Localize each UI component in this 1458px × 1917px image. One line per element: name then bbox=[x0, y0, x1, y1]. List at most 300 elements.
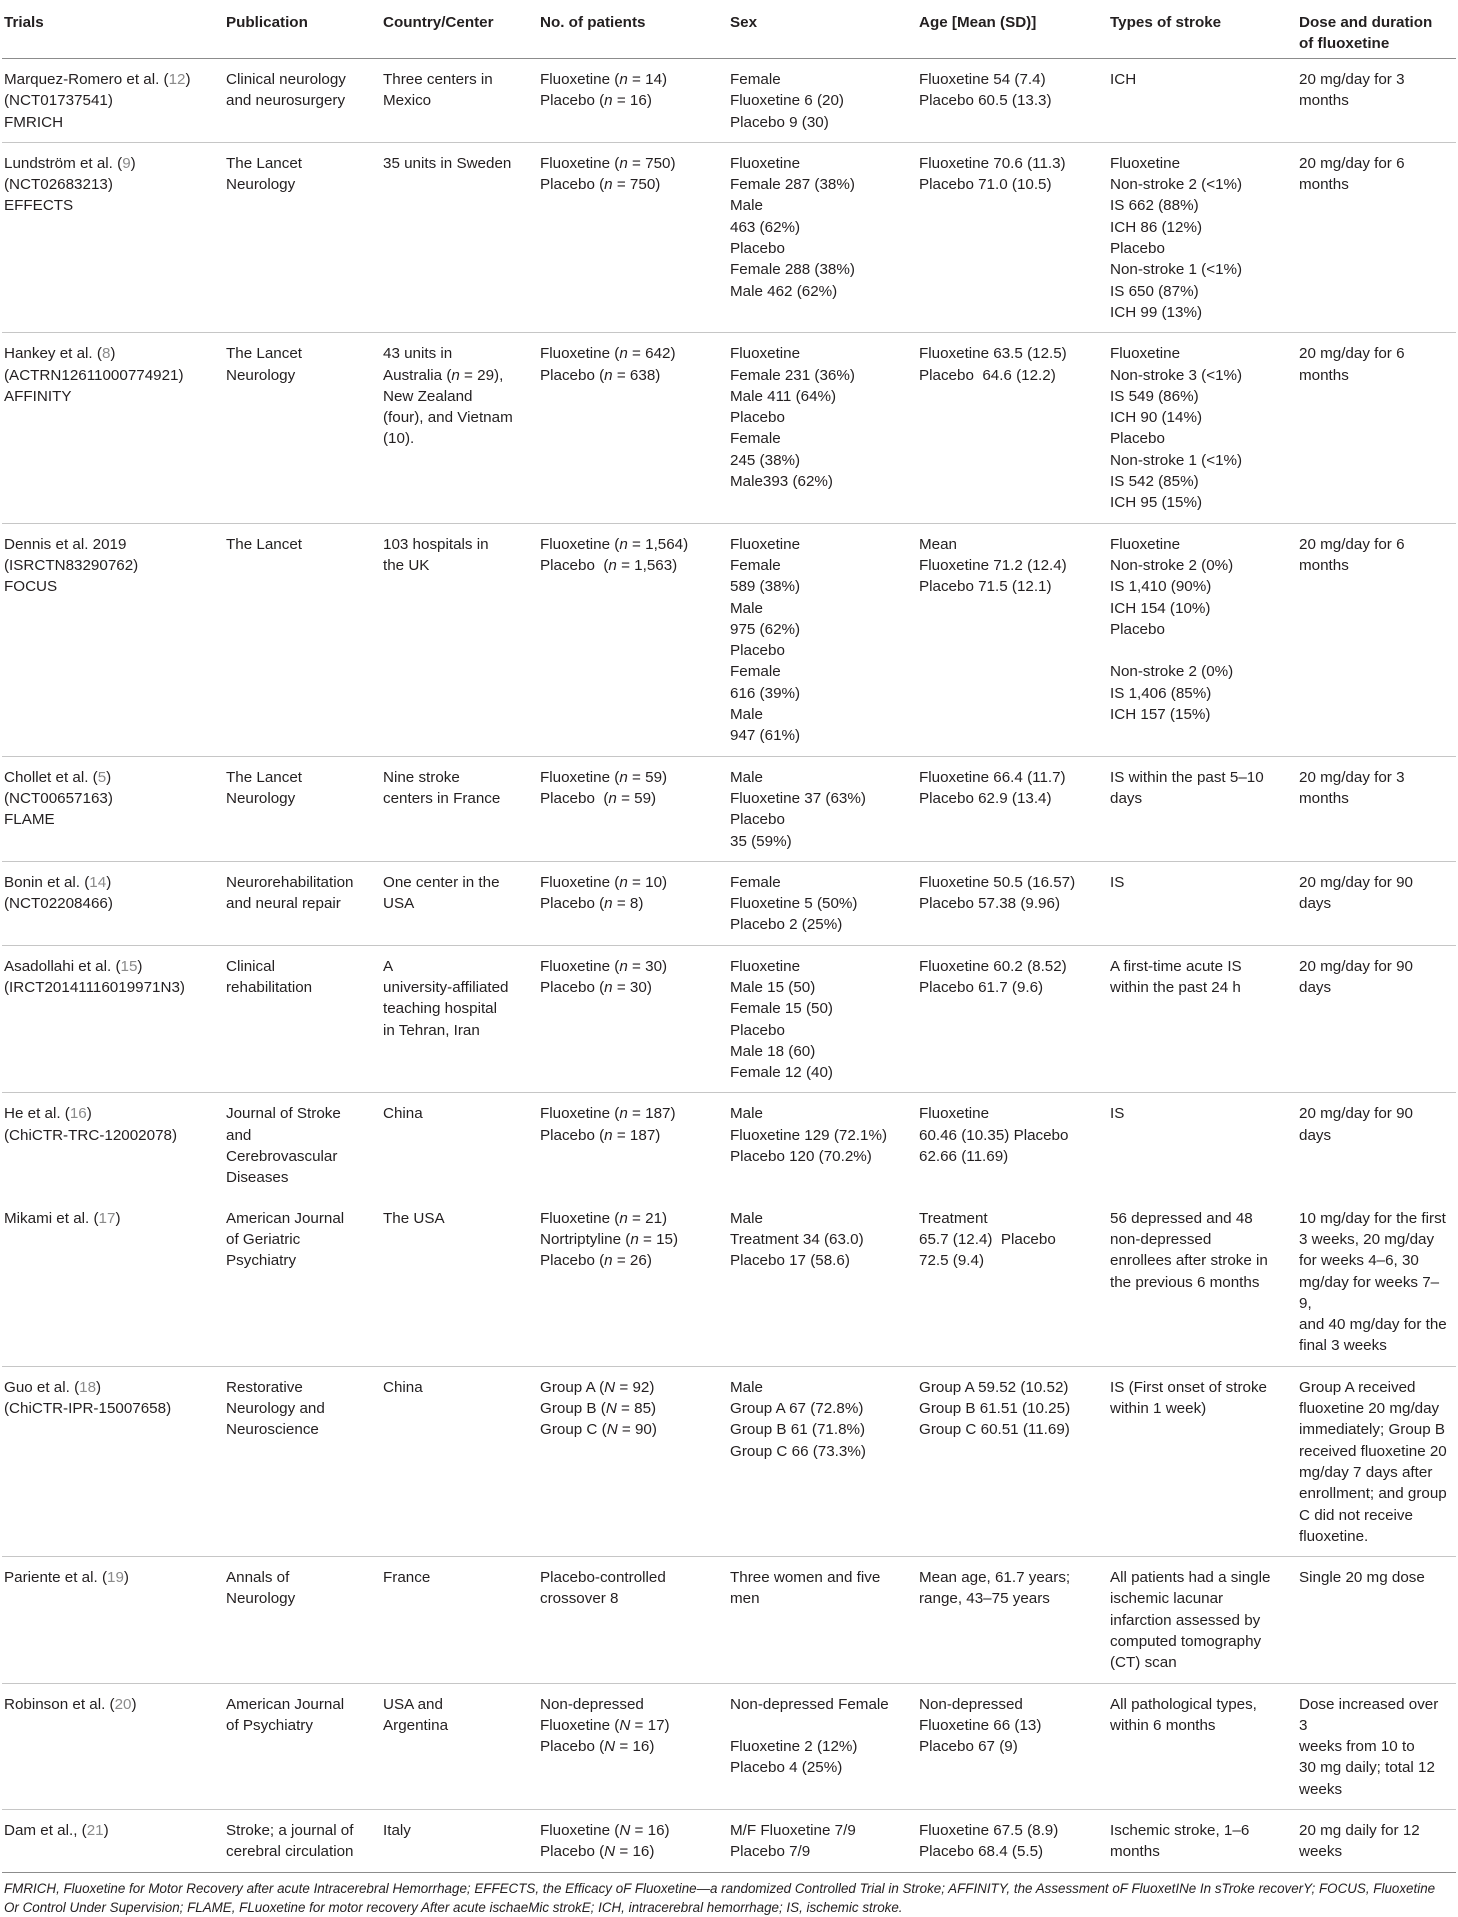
table-row bbox=[2, 756, 1456, 861]
cell-line: Placebo 62.9 (13.4) bbox=[919, 789, 1052, 807]
table-row bbox=[2, 1683, 1456, 1809]
cell-line: (NCT02683213) bbox=[4, 176, 113, 194]
cell-sex bbox=[728, 861, 917, 945]
cell-patients bbox=[538, 1093, 728, 1198]
cell-line: 62.66 (11.69) bbox=[919, 1148, 1009, 1166]
cell-age bbox=[917, 142, 1108, 332]
cell-line: Female bbox=[730, 663, 781, 681]
cell-line: months bbox=[1299, 366, 1349, 384]
cell-line: Asadollahi et al. (15) bbox=[4, 957, 143, 975]
cell-line: USA bbox=[383, 895, 415, 913]
cell-line: Fluoxetine 66.4 (11.7) bbox=[919, 768, 1066, 786]
cell-line: Fluoxetine 50.5 (16.57) bbox=[919, 873, 1076, 891]
cell-line: American Journal bbox=[226, 1695, 345, 1713]
cell-line: Treatment bbox=[919, 1209, 988, 1227]
table-row bbox=[2, 1366, 1456, 1556]
cell-line: weeks from 10 to bbox=[1299, 1738, 1415, 1756]
cell-stroke-types bbox=[1108, 861, 1297, 945]
cell-line: 463 (62%) bbox=[730, 218, 801, 236]
cell-line: Clinical bbox=[226, 957, 275, 975]
cell-line: 20 mg/day for 90 days bbox=[1299, 957, 1418, 996]
cell-publication bbox=[224, 756, 381, 861]
cell-line: USA and bbox=[383, 1695, 443, 1713]
cell-line: Group A (N = 92) bbox=[540, 1378, 655, 1396]
cell-line: IS 662 (88%) bbox=[1110, 197, 1199, 215]
cell-line: Placebo 61.7 (9.6) bbox=[919, 978, 1044, 996]
cell-line: Placebo (n = 638) bbox=[540, 366, 661, 384]
table-row bbox=[2, 1093, 1456, 1198]
cell-line: Fluoxetine (N = 16) bbox=[540, 1822, 670, 1840]
cell-patients bbox=[538, 333, 728, 523]
cell-line bbox=[730, 1715, 909, 1736]
cell-trial bbox=[2, 1366, 224, 1556]
cell-country bbox=[381, 1093, 538, 1198]
cell-patients bbox=[538, 1198, 728, 1367]
cell-line: Placebo bbox=[730, 811, 785, 829]
cell-country bbox=[381, 1810, 538, 1873]
cell-line: fluoxetine 20 mg/day bbox=[1299, 1400, 1440, 1418]
cell-line: Fluoxetine 66 (13) bbox=[919, 1716, 1042, 1734]
cell-line: and neurosurgery bbox=[226, 92, 346, 110]
cell-line: Female bbox=[730, 556, 781, 574]
cell-line: computed tomography bbox=[1110, 1633, 1262, 1650]
cell-line: within 6 months bbox=[1110, 1716, 1216, 1734]
cell-line: Fluoxetine (n = 750) bbox=[540, 154, 676, 172]
cell-line: 20 mg/day for 6 bbox=[1299, 535, 1405, 553]
cell-publication bbox=[224, 1683, 381, 1809]
cell-sex bbox=[728, 1198, 917, 1367]
cell-line: Placebo (N = 16) bbox=[540, 1738, 655, 1756]
cell-patients bbox=[538, 523, 728, 756]
cell-line: Ischemic stroke, 1–6 bbox=[1110, 1822, 1250, 1840]
cell-line: Placebo bbox=[1110, 430, 1165, 448]
cell-line: IS 549 (86%) bbox=[1110, 387, 1199, 405]
cell-sex bbox=[728, 333, 917, 523]
cell-country bbox=[381, 1366, 538, 1556]
cell-publication bbox=[224, 59, 381, 143]
cell-sex bbox=[728, 59, 917, 143]
cell-stroke-types bbox=[1108, 1557, 1297, 1683]
cell-line: Neurology bbox=[226, 789, 296, 807]
cell-line: Male bbox=[730, 1209, 763, 1227]
cell-line: 616 (39%) bbox=[730, 684, 801, 702]
cell-trial bbox=[2, 523, 224, 756]
cell-line: 43 units in bbox=[383, 345, 453, 363]
cell-line: IS (First onset of stroke bbox=[1110, 1378, 1267, 1396]
cell-line: 60.46 (10.35) Placebo bbox=[919, 1126, 1069, 1144]
cell-line: France bbox=[383, 1569, 431, 1587]
cell-line: Placebo 120 (70.2%) bbox=[730, 1148, 872, 1166]
table-row bbox=[2, 59, 1456, 143]
cell-trial bbox=[2, 333, 224, 523]
cell-stroke-types bbox=[1108, 1093, 1297, 1198]
cell-line: range, 43–75 years bbox=[919, 1590, 1050, 1608]
cell-line: Placebo bbox=[730, 240, 785, 258]
cell-trial bbox=[2, 59, 224, 143]
cell-line: Fluoxetine bbox=[730, 957, 801, 975]
cell-age bbox=[917, 1366, 1108, 1556]
cell-publication bbox=[224, 1366, 381, 1556]
cell-line: IS bbox=[1110, 873, 1125, 891]
cell-line: Cerebrovascular bbox=[226, 1148, 338, 1166]
cell-line: Group A 67 (72.8%) bbox=[730, 1400, 864, 1418]
cell-line: Placebo 67 (9) bbox=[919, 1738, 1018, 1756]
cell-line: ICH 90 (14%) bbox=[1110, 409, 1203, 427]
cell-line: and bbox=[226, 1126, 252, 1144]
cell-publication bbox=[224, 523, 381, 756]
cell-line: 72.5 (9.4) bbox=[919, 1252, 985, 1270]
cell-line: Placebo bbox=[730, 1021, 785, 1039]
cell-line: Group C 66 (73.3%) bbox=[730, 1442, 866, 1460]
cell-line: Fluoxetine (n = 21) bbox=[540, 1209, 668, 1227]
header-dose: Dose and duration of fluoxetine bbox=[1297, 0, 1456, 59]
cell-country bbox=[381, 1198, 538, 1367]
cell-line: Placebo 57.38 (9.96) bbox=[919, 895, 1061, 913]
trials-table bbox=[2, 0, 1456, 1873]
cell-line: He et al. (16) bbox=[4, 1105, 92, 1123]
cell-line: Placebo (n = 8) bbox=[540, 895, 644, 913]
cell-dose bbox=[1297, 756, 1456, 861]
cell-line: Hankey et al. (8) bbox=[4, 345, 116, 363]
table-row bbox=[2, 142, 1456, 332]
cell-stroke-types bbox=[1108, 1683, 1297, 1809]
cell-line: Non-stroke 2 (0%) bbox=[1110, 556, 1234, 574]
cell-line: non-depressed bbox=[1110, 1230, 1212, 1248]
cell-line: EFFECTS bbox=[4, 197, 74, 215]
cell-line: Bonin et al. (14) bbox=[4, 873, 112, 891]
cell-line: Argentina bbox=[383, 1716, 449, 1734]
cell-dose bbox=[1297, 1557, 1456, 1683]
cell-line: Nortriptyline (n = 15) bbox=[540, 1230, 679, 1248]
cell-line: The USA bbox=[383, 1209, 445, 1227]
cell-age bbox=[917, 1810, 1108, 1873]
cell-line: Fluoxetine 60.2 (8.52) bbox=[919, 957, 1067, 975]
cell-line: C did not receive bbox=[1299, 1506, 1413, 1524]
cell-line: Neurology bbox=[226, 176, 296, 194]
cell-line: Journal of Stroke bbox=[226, 1105, 341, 1123]
cell-stroke-types bbox=[1108, 1366, 1297, 1556]
cell-trial bbox=[2, 945, 224, 1093]
cell-sex bbox=[728, 945, 917, 1093]
cell-line: Female 231 (36%) bbox=[730, 366, 855, 384]
cell-line: months bbox=[1299, 176, 1349, 194]
cell-line: and 40 mg/day for the bbox=[1299, 1316, 1447, 1334]
cell-line: New Zealand bbox=[383, 387, 473, 405]
cell-line: Male bbox=[730, 197, 763, 215]
cell-line: A first-time acute IS bbox=[1110, 957, 1242, 975]
cell-stroke-types bbox=[1108, 1810, 1297, 1873]
cell-line: within 1 week) bbox=[1110, 1400, 1207, 1418]
cell-patients bbox=[538, 756, 728, 861]
cell-line: Lundström et al. (9) bbox=[4, 154, 136, 172]
cell-line: Placebo 68.4 (5.5) bbox=[919, 1843, 1044, 1861]
cell-line: Fluoxetine 2 (12%) bbox=[730, 1738, 858, 1756]
cell-line: rehabilitation bbox=[226, 978, 313, 996]
cell-line: Annals of bbox=[226, 1569, 290, 1587]
cell-line: Group C 60.51 (11.69) bbox=[919, 1421, 1070, 1439]
cell-line: Fluoxetine bbox=[730, 345, 801, 363]
cell-line: Female bbox=[730, 430, 781, 448]
cell-line: AFFINITY bbox=[4, 387, 72, 405]
table-footnote: FMRICH, Fluoxetine for Motor Recovery after acute Intracerebral Hemorrhage; EFFECTS, the Efficacy oF Fluoxetine—a randomized Controlled Trial in Stroke; AFFINITY, the Assessment oF FluoxetINe In sTroke recoverY; FOCUS, Fluoxetine Or Control Under Supervision; FLAME, FLuoxetine for motor recovery After acute ischaeMic strokE; ICH, intracerebral hemorrhage; IS, ischemic stroke. bbox=[4, 1880, 1436, 1915]
cell-line: for weeks 4–6, 30 bbox=[1299, 1252, 1419, 1270]
cell-line: Fluoxetine (n = 30) bbox=[540, 957, 668, 975]
cell-line: the UK bbox=[383, 556, 430, 574]
cell-age bbox=[917, 945, 1108, 1093]
cell-line: 20 mg/day for 3 bbox=[1299, 768, 1405, 786]
cell-line: Neuroscience bbox=[226, 1421, 319, 1439]
cell-line: Placebo (n = 26) bbox=[540, 1252, 652, 1270]
cell-stroke-types bbox=[1108, 142, 1297, 332]
cell-patients bbox=[538, 945, 728, 1093]
cell-stroke-types bbox=[1108, 1198, 1297, 1367]
cell-line: Diseases bbox=[226, 1169, 289, 1187]
cell-line: Restorative bbox=[226, 1378, 303, 1396]
cell-line: Placebo-controlled bbox=[540, 1569, 666, 1587]
cell-line: within the past 24 h bbox=[1110, 978, 1241, 996]
cell-line: Fluoxetine bbox=[1110, 345, 1181, 363]
cell-line: ICH 157 (15%) bbox=[1110, 706, 1211, 724]
cell-line: Group C (N = 90) bbox=[540, 1421, 657, 1439]
cell-line: Fluoxetine (n = 1,564) bbox=[540, 535, 689, 553]
cell-line: Pariente et al. (19) bbox=[4, 1569, 129, 1587]
cell-dose bbox=[1297, 142, 1456, 332]
cell-line: crossover 8 bbox=[540, 1590, 619, 1608]
cell-line: Fluoxetine (n = 642) bbox=[540, 345, 676, 363]
cell-line: Non-stroke 2 (0%) bbox=[1110, 663, 1234, 681]
cell-line: Placebo 2 (25%) bbox=[730, 916, 843, 934]
cell-line: Placebo bbox=[730, 642, 785, 660]
cell-line: Fluoxetine 129 (72.1%) bbox=[730, 1126, 888, 1144]
cell-line: 56 depressed and 48 bbox=[1110, 1209, 1253, 1227]
cell-line: ICH bbox=[1110, 71, 1137, 88]
cell-line: 589 (38%) bbox=[730, 578, 801, 596]
cell-line: Female bbox=[730, 71, 781, 88]
cell-line: Placebo bbox=[730, 409, 785, 427]
header-age: Age [Mean (SD)] bbox=[917, 0, 1108, 59]
cell-age bbox=[917, 333, 1108, 523]
cell-line: Neurology bbox=[226, 366, 296, 384]
cell-dose bbox=[1297, 333, 1456, 523]
cell-line: Fluoxetine bbox=[730, 154, 801, 172]
cell-line: fluoxetine. bbox=[1299, 1527, 1369, 1545]
cell-line: Dose increased over 3 bbox=[1299, 1695, 1443, 1734]
cell-line: months bbox=[1299, 92, 1349, 110]
cell-line: Italy bbox=[383, 1822, 411, 1840]
cell-line: Placebo 60.5 (13.3) bbox=[919, 92, 1052, 110]
cell-patients bbox=[538, 1810, 728, 1873]
cell-line: Male 411 (64%) bbox=[730, 387, 837, 405]
cell-line: 103 hospitals in bbox=[383, 535, 489, 553]
cell-trial bbox=[2, 1557, 224, 1683]
cell-country bbox=[381, 1557, 538, 1683]
cell-trial bbox=[2, 1810, 224, 1873]
cell-line: months bbox=[1299, 789, 1349, 807]
cell-line: Group A received bbox=[1299, 1378, 1416, 1396]
cell-line: received fluoxetine 20 bbox=[1299, 1442, 1447, 1460]
cell-line: Neurorehabilitation bbox=[226, 873, 354, 891]
table-row bbox=[2, 1557, 1456, 1683]
cell-line: Male bbox=[730, 1378, 763, 1396]
cell-line: (CT) scan bbox=[1110, 1654, 1177, 1672]
cell-patients bbox=[538, 1366, 728, 1556]
cell-line: Fluoxetine (n = 10) bbox=[540, 873, 668, 891]
table-row bbox=[2, 945, 1456, 1093]
cell-patients bbox=[538, 1683, 728, 1809]
cell-line: Guo et al. (18) bbox=[4, 1378, 102, 1396]
cell-line: Fluoxetine 63.5 (12.5) bbox=[919, 345, 1067, 363]
cell-dose bbox=[1297, 1093, 1456, 1198]
cell-country bbox=[381, 756, 538, 861]
cell-line: Australia (n = 29), bbox=[383, 366, 504, 384]
cell-line: 20 mg daily for 12 bbox=[1299, 1822, 1420, 1840]
cell-dose bbox=[1297, 945, 1456, 1093]
cell-line: Fluoxetine (n = 187) bbox=[540, 1105, 676, 1123]
cell-line: 20 mg/day for 6 bbox=[1299, 154, 1405, 172]
cell-country bbox=[381, 1683, 538, 1809]
cell-line: months bbox=[1299, 556, 1349, 574]
cell-sex bbox=[728, 1093, 917, 1198]
cell-line: 10 mg/day for the first bbox=[1299, 1209, 1446, 1227]
cell-line: Fluoxetine bbox=[919, 1105, 990, 1123]
cell-country bbox=[381, 945, 538, 1093]
cell-line: Placebo (n = 30) bbox=[540, 978, 652, 996]
cell-line: Female 287 (38%) bbox=[730, 176, 855, 194]
cell-line: Non-depressed bbox=[540, 1695, 644, 1713]
cell-line: 3 weeks, 20 mg/day bbox=[1299, 1230, 1435, 1248]
cell-sex bbox=[728, 1810, 917, 1873]
cell-line: Placebo 9 (30) bbox=[730, 113, 829, 131]
cell-line: IS 1,406 (85%) bbox=[1110, 684, 1212, 702]
cell-line: China bbox=[383, 1378, 423, 1396]
cell-line: IS 650 (87%) bbox=[1110, 282, 1199, 300]
cell-stroke-types bbox=[1108, 523, 1297, 756]
cell-line: A bbox=[383, 957, 394, 975]
cell-line: Female 288 (38%) bbox=[730, 261, 855, 279]
cell-line: ICH 154 (10%) bbox=[1110, 599, 1211, 617]
header-trials: Trials bbox=[2, 0, 224, 59]
cell-line: (ISRCTN83290762) bbox=[4, 556, 139, 574]
cell-line: Robinson et al. (20) bbox=[4, 1695, 137, 1713]
cell-line: infarction assessed by bbox=[1110, 1611, 1261, 1629]
cell-line: mg/day for weeks 7–9, bbox=[1299, 1273, 1440, 1312]
cell-line: 245 (38%) bbox=[730, 451, 801, 469]
cell-line: Marquez-Romero et al. (12) bbox=[4, 71, 191, 88]
cell-age bbox=[917, 861, 1108, 945]
cell-line: 947 (61%) bbox=[730, 727, 801, 745]
cell-publication bbox=[224, 861, 381, 945]
cell-line: Group B 61 (71.8%) bbox=[730, 1421, 866, 1439]
cell-age bbox=[917, 756, 1108, 861]
cell-line: months bbox=[1110, 1843, 1160, 1861]
cell-line: 975 (62%) bbox=[730, 620, 801, 638]
cell-line: cerebral circulation bbox=[226, 1843, 354, 1861]
cell-line: Fluoxetine 37 (63%) bbox=[730, 789, 866, 807]
cell-publication bbox=[224, 1198, 381, 1367]
cell-line: Female bbox=[730, 873, 781, 891]
cell-line: China bbox=[383, 1105, 423, 1123]
cell-line: Fluoxetine 70.6 (11.3) bbox=[919, 154, 1066, 172]
cell-country bbox=[381, 59, 538, 143]
cell-line: weeks bbox=[1299, 1843, 1343, 1861]
cell-line: Dam et al., (21) bbox=[4, 1822, 109, 1840]
cell-line: M/F Fluoxetine 7/9 bbox=[730, 1822, 856, 1840]
cell-line: Mikami et al. (17) bbox=[4, 1209, 121, 1227]
cell-country bbox=[381, 333, 538, 523]
cell-line: American Journal bbox=[226, 1209, 345, 1227]
cell-line: Male 15 (50) bbox=[730, 978, 816, 996]
cell-line: Placebo 64.6 (12.2) bbox=[919, 366, 1056, 384]
cell-line: Male 18 (60) bbox=[730, 1042, 816, 1060]
cell-age bbox=[917, 59, 1108, 143]
cell-line: Non-stroke 2 (<1%) bbox=[1110, 176, 1243, 194]
cell-line: 35 (59%) bbox=[730, 832, 792, 850]
cell-age bbox=[917, 1557, 1108, 1683]
cell-line: Clinical neurology bbox=[226, 71, 346, 88]
cell-line: final 3 weeks bbox=[1299, 1337, 1387, 1355]
cell-line: Male bbox=[730, 768, 763, 786]
cell-line: IS bbox=[1110, 1105, 1125, 1123]
cell-line: of Geriatric bbox=[226, 1230, 301, 1248]
cell-line: Placebo (n = 750) bbox=[540, 176, 661, 194]
cell-line: 30 mg daily; total 12 bbox=[1299, 1759, 1435, 1777]
cell-line: teaching hospital bbox=[383, 1000, 497, 1018]
cell-dose bbox=[1297, 523, 1456, 756]
cell-line: ICH 95 (15%) bbox=[1110, 494, 1203, 512]
cell-line: immediately; Group B bbox=[1299, 1421, 1446, 1439]
cell-dose bbox=[1297, 1810, 1456, 1873]
cell-line: (ACTRN12611000774921) bbox=[4, 366, 184, 384]
cell-dose bbox=[1297, 861, 1456, 945]
header-country: Country/Center bbox=[381, 0, 538, 59]
cell-line: Placebo 71.5 (12.1) bbox=[919, 578, 1052, 596]
cell-line: Psychiatry bbox=[226, 1252, 297, 1270]
cell-line: Male393 (62%) bbox=[730, 473, 833, 491]
cell-line: Non-depressed Female bbox=[730, 1695, 889, 1713]
cell-line: enrollment; and group bbox=[1299, 1485, 1447, 1503]
cell-publication bbox=[224, 333, 381, 523]
cell-line: (IRCT20141116019971N3) bbox=[4, 978, 185, 996]
cell-line: The Lancet bbox=[226, 768, 302, 786]
table-row bbox=[2, 523, 1456, 756]
cell-line: Mean age, 61.7 years; bbox=[919, 1569, 1071, 1587]
cell-age bbox=[917, 1198, 1108, 1367]
cell-line: Placebo 71.0 (10.5) bbox=[919, 176, 1052, 194]
cell-line: Fluoxetine bbox=[1110, 154, 1181, 172]
cell-publication bbox=[224, 1557, 381, 1683]
cell-line: mg/day 7 days after bbox=[1299, 1463, 1433, 1481]
cell-line: Nine stroke bbox=[383, 768, 460, 786]
cell-line: days bbox=[1110, 789, 1143, 807]
cell-line: Neurology and bbox=[226, 1400, 325, 1418]
cell-sex bbox=[728, 756, 917, 861]
cell-line: Male 462 (62%) bbox=[730, 282, 838, 300]
cell-line: Male bbox=[730, 599, 763, 617]
cell-line: Fluoxetine 54 (7.4) bbox=[919, 71, 1046, 88]
cell-trial bbox=[2, 1093, 224, 1198]
cell-line: Female 15 (50) bbox=[730, 1000, 833, 1018]
header-patients: No. of patients bbox=[538, 0, 728, 59]
cell-country bbox=[381, 523, 538, 756]
cell-publication bbox=[224, 1810, 381, 1873]
cell-line: (NCT01737541) bbox=[4, 92, 113, 110]
cell-line: of Psychiatry bbox=[226, 1716, 313, 1734]
cell-publication bbox=[224, 945, 381, 1093]
cell-line: IS within the past 5–10 bbox=[1110, 768, 1264, 786]
cell-line: IS 1,410 (90%) bbox=[1110, 578, 1212, 596]
cell-line: Neurology bbox=[226, 1590, 296, 1608]
cell-line: Fluoxetine 71.2 (12.4) bbox=[919, 556, 1067, 574]
